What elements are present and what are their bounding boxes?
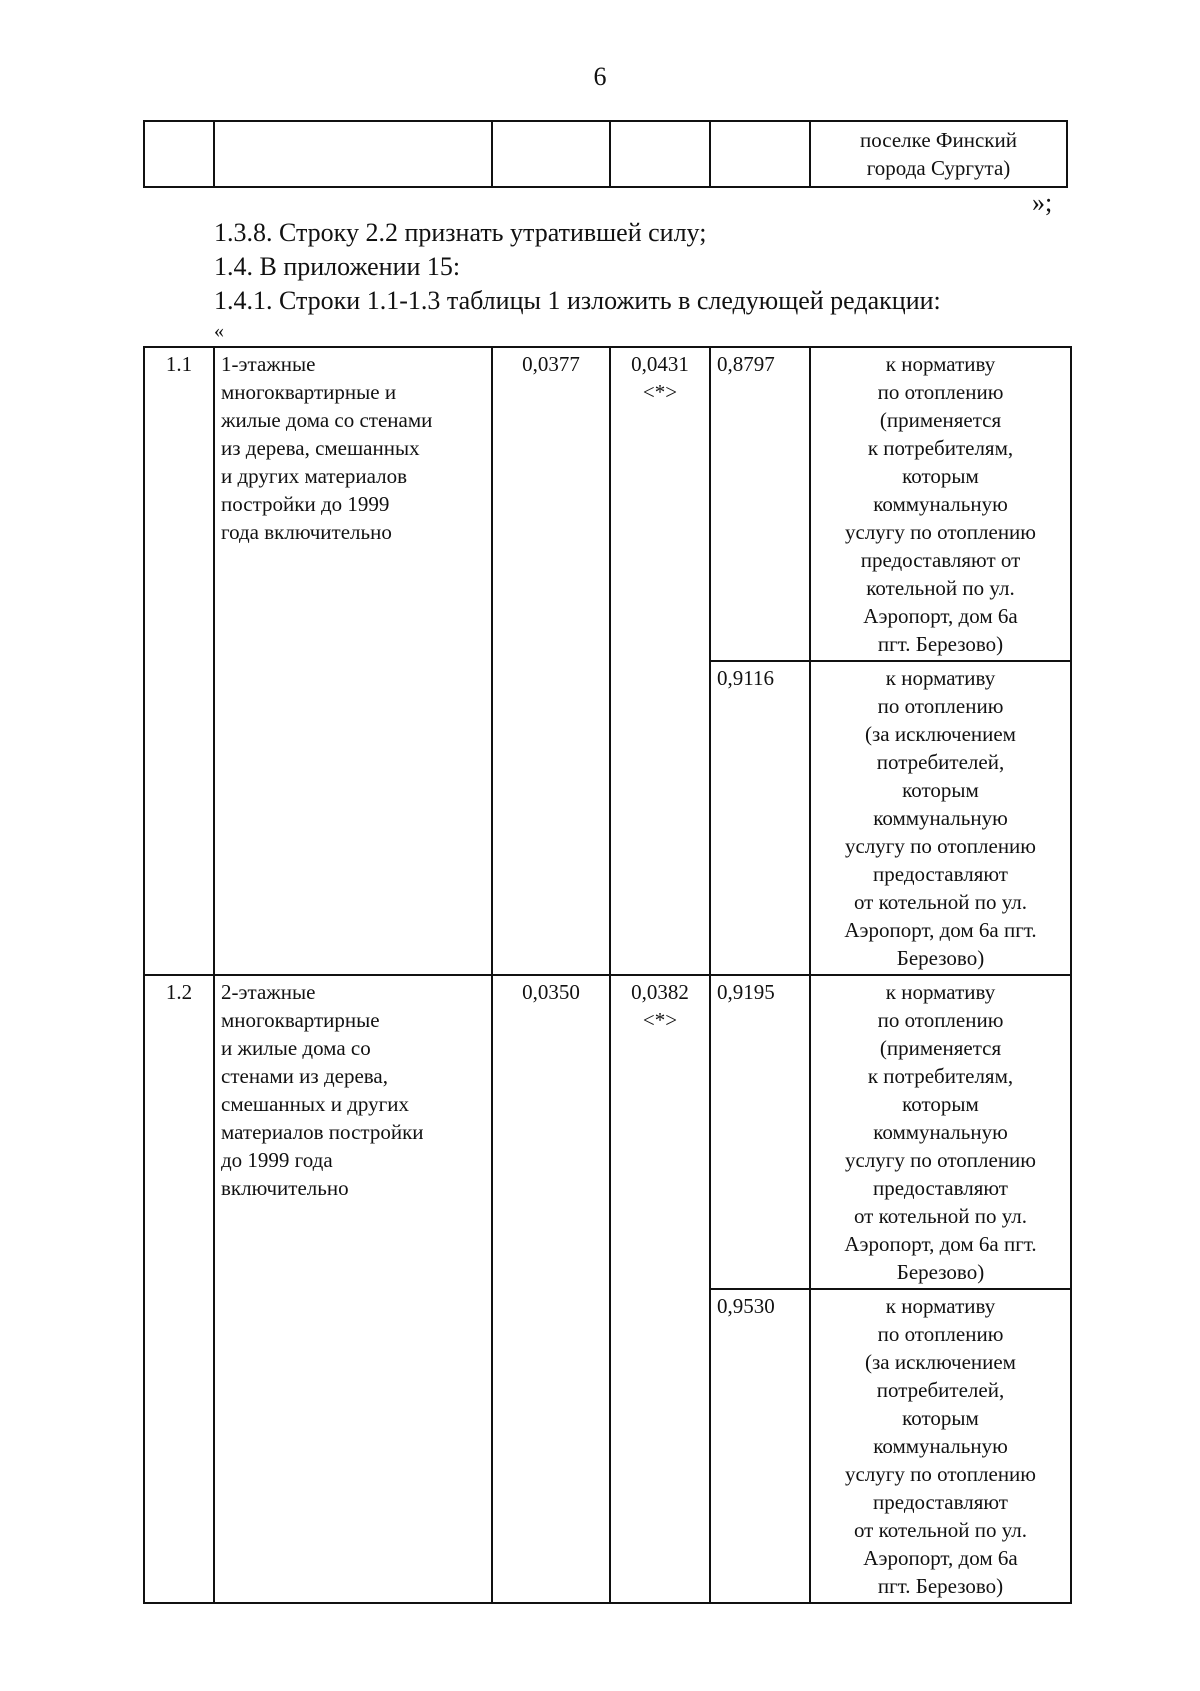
- coefficient-note: к нормативу по отоплению (применяется к потребителям, которым коммунальную услугу по отоплению предоставляют от котельной по ул. Аэропорт, дом 6а пгт. Березово): [810, 975, 1071, 1289]
- coefficient-note: к нормативу по отоплению (применяется к потребителям, которым коммунальную услугу по отоплению предоставляют от котельной по ул. Аэропорт, дом 6а пгт. Березово): [810, 347, 1071, 661]
- value-1: 0,0377: [492, 347, 610, 975]
- paragraph-1-3-8: 1.3.8. Строку 2.2 признать утратившей силу;: [214, 218, 707, 247]
- value-2: 0,0431 <*>: [610, 347, 710, 975]
- table-cell: [214, 121, 492, 187]
- coefficient: 0,9195: [710, 975, 810, 1289]
- opening-quote: «: [214, 320, 224, 342]
- coefficient: 0,9530: [710, 1289, 810, 1603]
- table-row: [144, 347, 1071, 661]
- table-cell: [492, 121, 610, 187]
- building-description: 2-этажные многоквартирные и жилые дома со стенами из дерева, смешанных и других материалов постройки до 1999 года включительно: [214, 975, 492, 1603]
- table-row: [144, 121, 1067, 187]
- continued-table-fragment: [143, 120, 1068, 188]
- closing-quote: »;: [1032, 188, 1053, 217]
- table-cell: [144, 121, 214, 187]
- value-1: 0,0350: [492, 975, 610, 1603]
- page-number: 6: [593, 62, 607, 91]
- coefficient: 0,8797: [710, 347, 810, 661]
- norms-table: [143, 346, 1072, 1604]
- coefficient-note: к нормативу по отоплению (за исключением потребителей, которым коммунальную услугу по отоплению предоставляют от котельной по ул. Аэропорт, дом 6а пгт. Березово): [810, 1289, 1071, 1603]
- paragraph-1-4: 1.4. В приложении 15:: [214, 252, 461, 281]
- table-cell-note: поселке Финский города Сургута): [810, 121, 1067, 187]
- value-2: 0,0382 <*>: [610, 975, 710, 1603]
- table-cell: [710, 121, 810, 187]
- row-number: 1.1: [144, 347, 214, 975]
- row-number: 1.2: [144, 975, 214, 1603]
- coefficient-note: к нормативу по отоплению (за исключением потребителей, которым коммунальную услугу по отоплению предоставляют от котельной по ул. Аэропорт, дом 6а пгт. Березово): [810, 661, 1071, 975]
- table-cell: [610, 121, 710, 187]
- coefficient: 0,9116: [710, 661, 810, 975]
- paragraph-1-4-1: 1.4.1. Строки 1.1-1.3 таблицы 1 изложить в следующей редакции:: [214, 286, 941, 315]
- table-row: [144, 975, 1071, 1289]
- building-description: 1-этажные многоквартирные и жилые дома со стенами из дерева, смешанных и других материалов постройки до 1999 года включительно: [214, 347, 492, 975]
